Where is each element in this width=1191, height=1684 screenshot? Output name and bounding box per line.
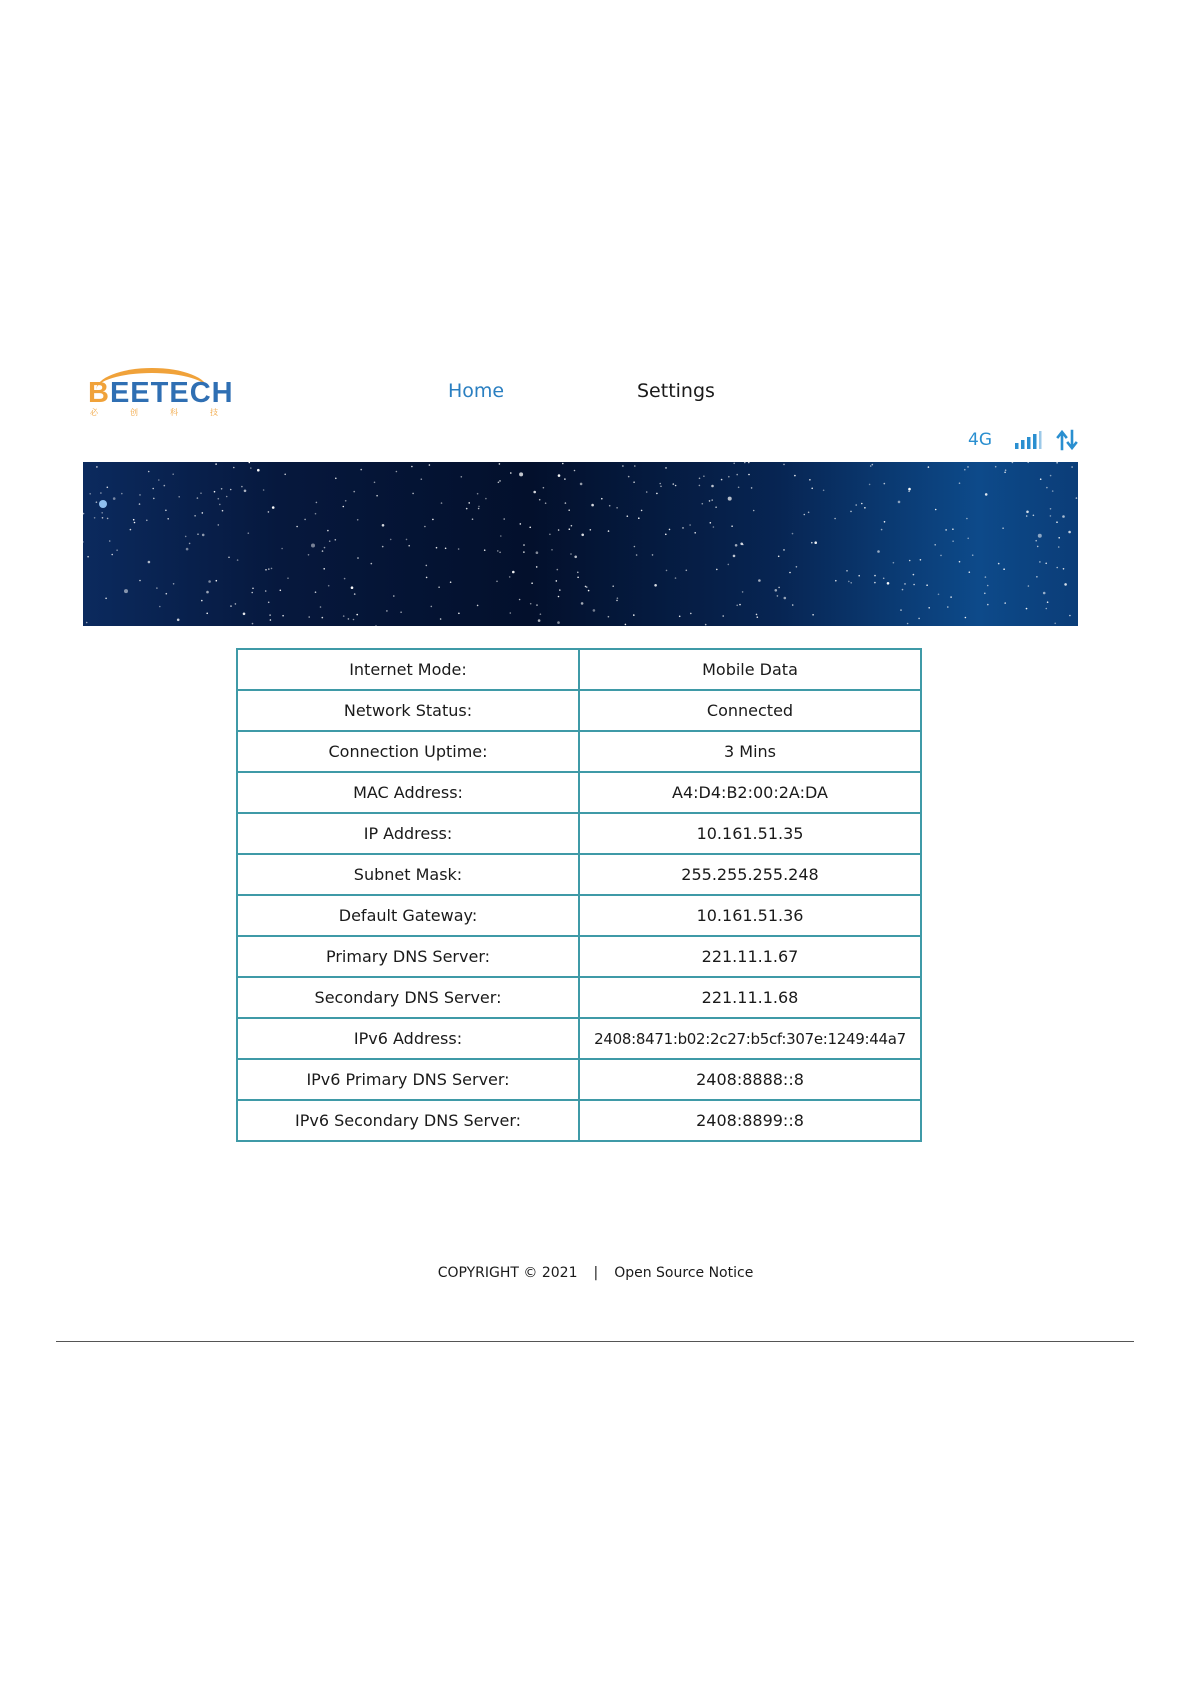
footer: [0, 1264, 1191, 1282]
up-down-arrows-icon: [1056, 429, 1078, 451]
nav-settings-link[interactable]: Settings: [637, 380, 715, 402]
row-label: IP Address:: [237, 813, 579, 854]
table-row: [237, 731, 921, 772]
row-label: Subnet Mask:: [237, 854, 579, 895]
table-row: [237, 813, 921, 854]
table-row: [237, 1100, 921, 1141]
row-label: IPv6 Primary DNS Server:: [237, 1059, 579, 1100]
open-source-notice-link[interactable]: Open Source Notice: [614, 1265, 754, 1281]
row-label: Default Gateway:: [237, 895, 579, 936]
table-row: [237, 936, 921, 977]
row-value: 255.255.255.248: [579, 854, 921, 895]
row-value: 221.11.1.67: [579, 936, 921, 977]
logo-subtext: [90, 408, 218, 418]
row-value: 2408:8888::8: [579, 1059, 921, 1100]
row-value: 3 Mins: [579, 731, 921, 772]
row-label: Connection Uptime:: [237, 731, 579, 772]
table-row: [237, 977, 921, 1018]
row-label: Internet Mode:: [237, 649, 579, 690]
connection-info-table: [236, 648, 922, 1142]
beetech-logo: [88, 368, 234, 422]
row-label: IPv6 Address:: [237, 1018, 579, 1059]
footer-separator: |: [593, 1265, 599, 1281]
table-row: [237, 772, 921, 813]
row-label: Primary DNS Server:: [237, 936, 579, 977]
page-divider: [56, 1341, 1134, 1342]
table-row: [237, 1018, 921, 1059]
row-label: Secondary DNS Server:: [237, 977, 579, 1018]
row-label: IPv6 Secondary DNS Server:: [237, 1100, 579, 1141]
starfield-image: [83, 462, 1078, 626]
row-label: MAC Address:: [237, 772, 579, 813]
copyright-text: COPYRIGHT © 2021: [437, 1265, 578, 1281]
table-row: [237, 854, 921, 895]
row-value: Mobile Data: [579, 649, 921, 690]
network-status-indicators: [968, 426, 1078, 454]
row-label: Network Status:: [237, 690, 579, 731]
row-value: 10.161.51.35: [579, 813, 921, 854]
logo-subtext-char: 必: [90, 408, 98, 417]
signal-bars-icon: [1014, 431, 1042, 449]
row-value: A4:D4:B2:00:2A:DA: [579, 772, 921, 813]
starfield-banner: [83, 462, 1078, 626]
row-value: Connected: [579, 690, 921, 731]
table-row: [237, 690, 921, 731]
row-value: 221.11.1.68: [579, 977, 921, 1018]
connection-info-body: [237, 649, 921, 1141]
row-value: 10.161.51.36: [579, 895, 921, 936]
nav-home-link[interactable]: Home: [448, 380, 505, 402]
table-row: [237, 649, 921, 690]
row-value: 2408:8471:b02:2c27:b5cf:307e:1249:44a7: [579, 1018, 921, 1059]
table-row: [237, 1059, 921, 1100]
table-row: [237, 895, 921, 936]
row-value: 2408:8899::8: [579, 1100, 921, 1141]
network-type-label: 4G: [968, 430, 992, 450]
logo-text: BEETECH: [88, 377, 234, 409]
logo-subtext-char: 科: [170, 408, 178, 417]
logo-subtext-char: 技: [210, 408, 218, 417]
logo-subtext-char: 创: [130, 408, 138, 417]
